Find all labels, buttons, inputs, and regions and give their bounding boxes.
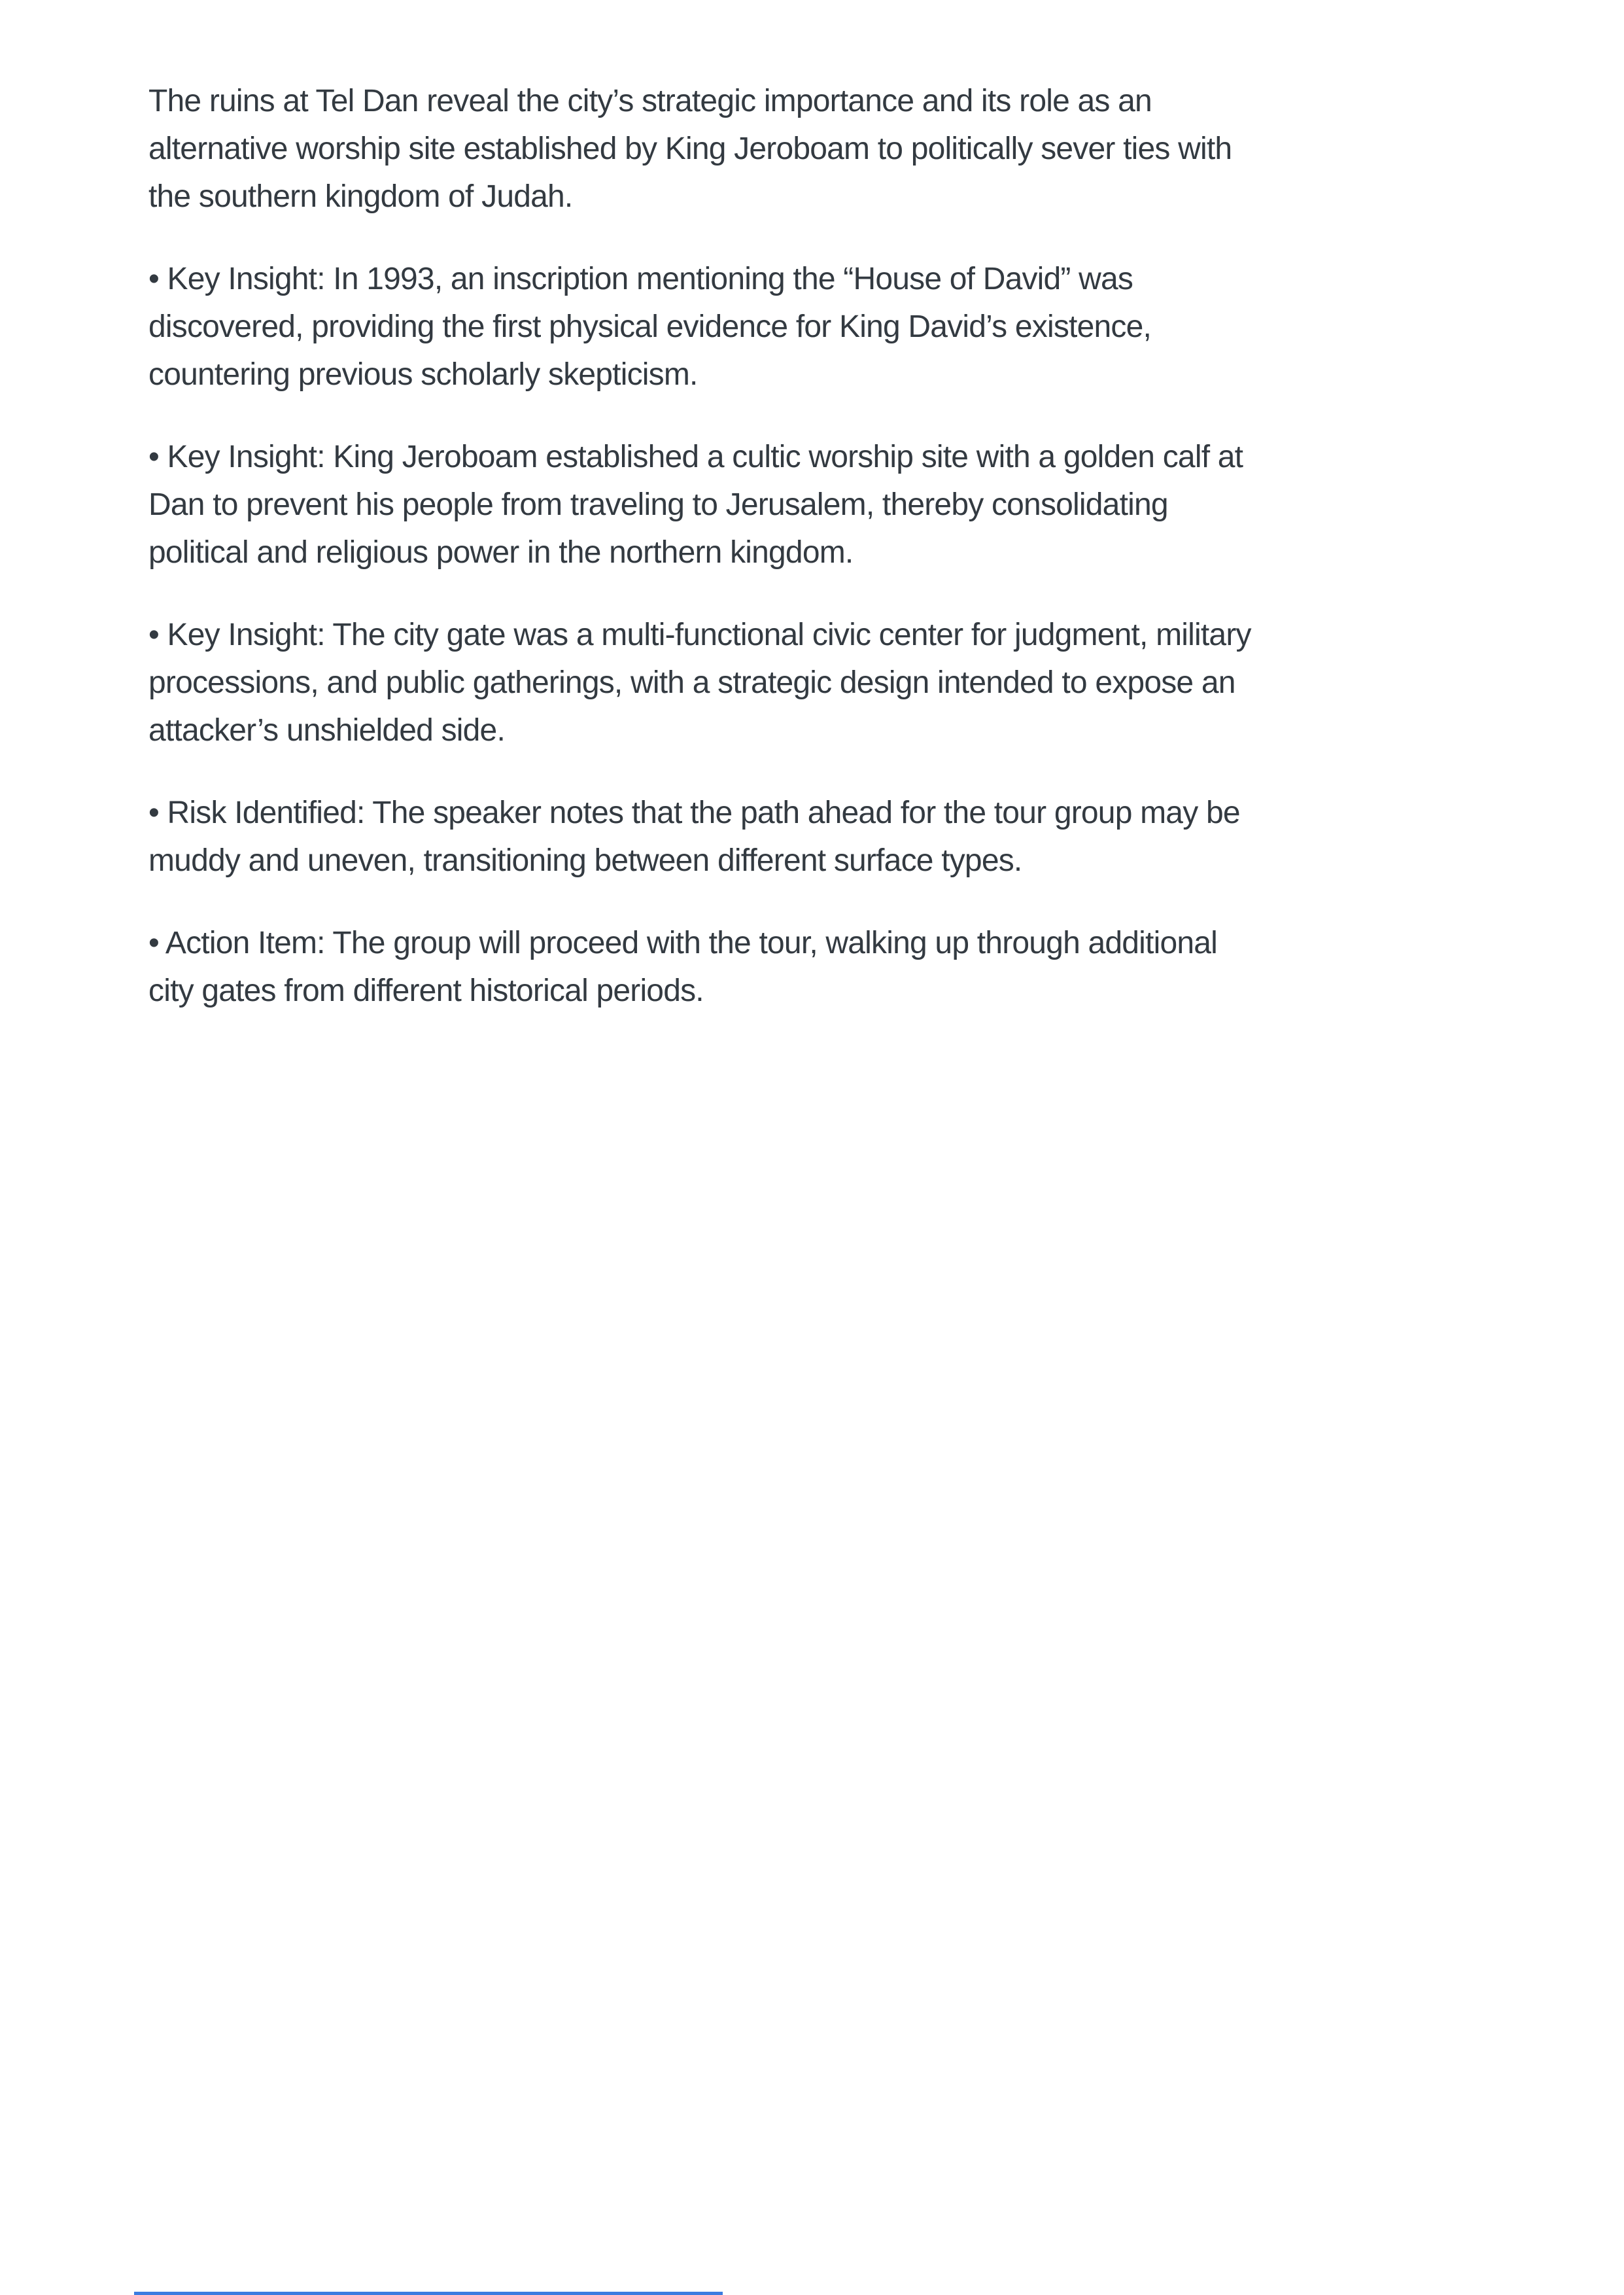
text-line: The ruins at Tel Dan reveal the city’s strategic importance and its role as an xyxy=(148,84,1152,118)
text-line: • Key Insight: King Jeroboam established a cultic worship site with a golden calf at xyxy=(148,440,1243,474)
text-line: • Key Insight: In 1993, an inscription mentioning the “House of David” was xyxy=(148,262,1133,296)
intro-paragraph xyxy=(148,77,1519,220)
text-line: • Action Item: The group will proceed with the tour, walking up through additional xyxy=(148,926,1217,960)
text-line: muddy and uneven, transitioning between different surface types. xyxy=(148,843,1022,878)
text-line: processions, and public gatherings, with a strategic design intended to expose an xyxy=(148,665,1235,700)
text-line: political and religious power in the northern kingdom. xyxy=(148,535,854,570)
text-line: alternative worship site established by King Jeroboam to politically sever ties with xyxy=(148,131,1232,166)
bullet-action-item xyxy=(148,919,1519,1015)
text-line: the southern kingdom of Judah. xyxy=(148,179,573,214)
document-body xyxy=(148,77,1519,1049)
text-line: Dan to prevent his people from traveling to Jerusalem, thereby consolidating xyxy=(148,487,1168,522)
bullet-key-insight-3 xyxy=(148,611,1519,754)
text-line: attacker’s unshielded side. xyxy=(148,713,505,748)
text-line: city gates from different historical periods. xyxy=(148,973,704,1008)
text-line: countering previous scholarly skepticism. xyxy=(148,357,698,392)
text-line: discovered, providing the first physical evidence for King David’s existence, xyxy=(148,309,1151,344)
text-line: • Risk Identified: The speaker notes that the path ahead for the tour group may be xyxy=(148,796,1240,830)
bottom-accent-line xyxy=(134,2292,723,2295)
text-line: • Key Insight: The city gate was a multi-functional civic center for judgment, military xyxy=(148,618,1251,652)
bullet-risk-identified xyxy=(148,789,1519,885)
bullet-key-insight-1 xyxy=(148,255,1519,398)
bullet-key-insight-2 xyxy=(148,433,1519,576)
